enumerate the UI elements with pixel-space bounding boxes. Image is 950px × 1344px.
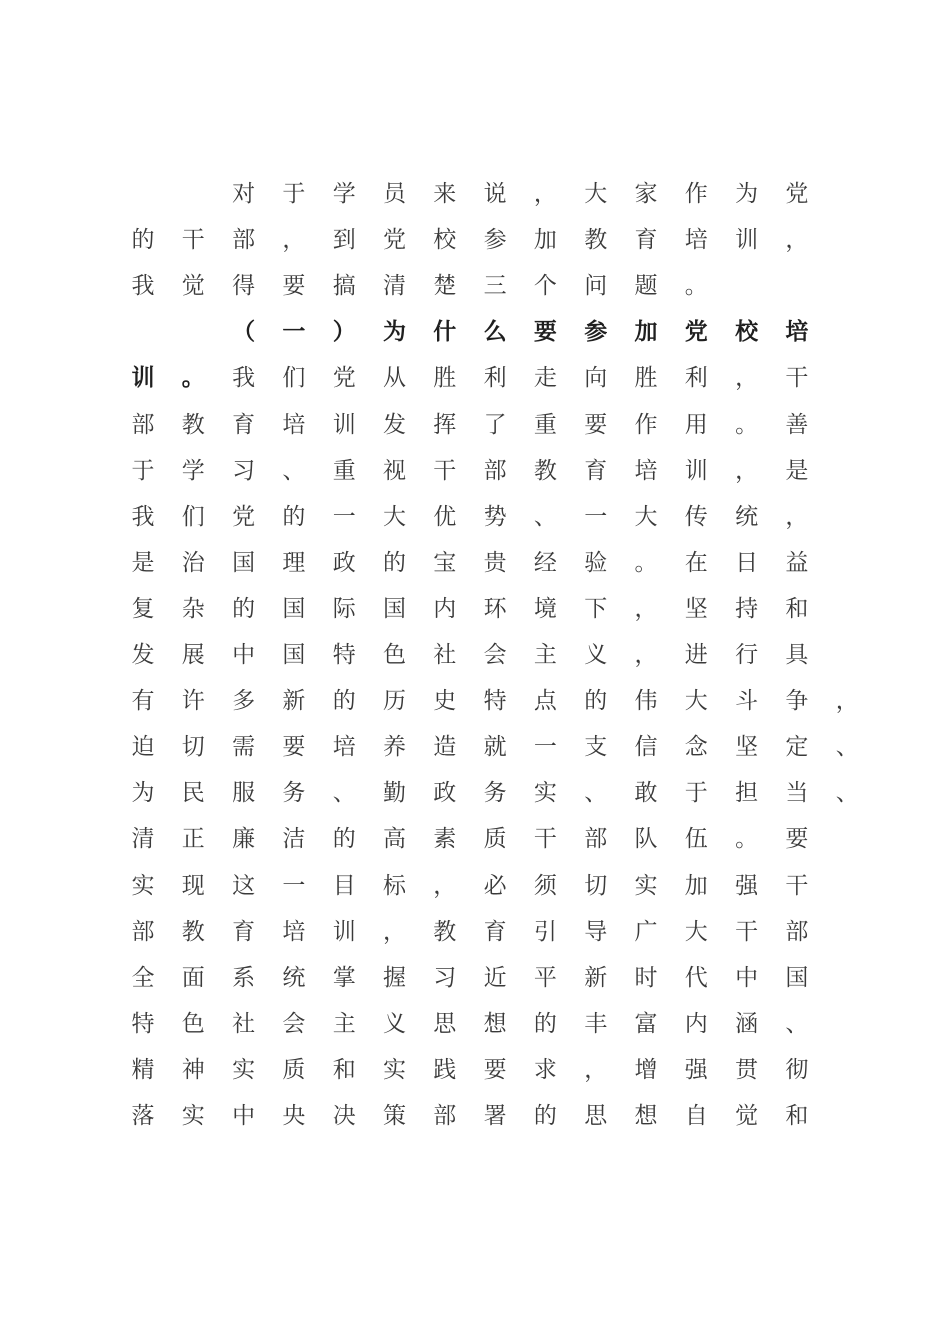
text-char: 传 <box>684 503 708 530</box>
text-char: 党 <box>785 181 809 207</box>
text-char: 策 <box>383 1103 406 1129</box>
text-char: 培 <box>785 318 809 346</box>
text-char: 育 <box>634 227 658 254</box>
text-char: 队 <box>634 826 658 853</box>
text-char: 参 <box>584 318 608 346</box>
text-char: 优 <box>433 503 457 530</box>
text-char: 善 <box>785 411 809 438</box>
text-char: 加 <box>533 227 557 254</box>
text-char: 的 <box>332 826 356 853</box>
text-char: 发 <box>131 642 155 668</box>
text-char: 洁 <box>282 826 306 853</box>
text-char: 校 <box>735 318 759 346</box>
text-char: 的 <box>383 549 406 576</box>
text-char: 党 <box>383 227 406 254</box>
text-char: ， <box>735 457 759 484</box>
text-char: 要 <box>282 734 306 761</box>
text-char: 干 <box>433 457 457 484</box>
text-char: 清 <box>131 826 155 853</box>
text-char: 实 <box>181 1103 205 1129</box>
text-char: 新 <box>282 688 306 715</box>
text-char: 培 <box>282 918 306 945</box>
text-char: 社 <box>232 1010 256 1037</box>
text-char: 思 <box>433 1010 457 1037</box>
text-char: 实 <box>533 780 557 807</box>
text-char: 涵 <box>735 1010 759 1037</box>
text-char: 一 <box>533 734 557 761</box>
text-char: 实 <box>634 872 658 899</box>
text-char: 握 <box>383 964 406 991</box>
text-char: ， <box>383 918 406 945</box>
text-char: 决 <box>332 1103 356 1129</box>
text-char: 精 <box>131 1056 155 1083</box>
text-char: 造 <box>433 734 457 761</box>
text-char: 彻 <box>785 1056 809 1083</box>
text-char: 验 <box>584 549 608 576</box>
text-char: 近 <box>483 964 507 991</box>
text-char: 参 <box>483 227 507 254</box>
text-char: 国 <box>383 595 406 622</box>
text-char: 特 <box>131 1010 155 1037</box>
text-char: 一 <box>282 318 306 346</box>
text-char: 主 <box>332 1010 356 1037</box>
text-char: 楚 <box>433 273 457 300</box>
text-char: 校 <box>433 227 457 254</box>
text-char: 的 <box>584 688 608 715</box>
text-char: 的 <box>332 688 356 715</box>
text-char: 理 <box>282 549 306 576</box>
text-char: ， <box>634 642 658 668</box>
text-char: 大 <box>584 181 608 207</box>
text-char: 内 <box>684 1010 708 1037</box>
text-char: 具 <box>785 642 809 668</box>
text-char: ， <box>584 1056 608 1083</box>
text-char: 培 <box>332 734 356 761</box>
text-char: 要 <box>785 826 809 853</box>
text-char: 作 <box>684 181 708 207</box>
text-char: 什 <box>433 318 457 346</box>
text-char: 作 <box>634 411 658 438</box>
text-char: 习 <box>433 964 457 991</box>
text-char: 搞 <box>332 273 356 300</box>
text-char: 大 <box>684 688 708 715</box>
text-char: 胜 <box>634 365 658 392</box>
text-char: 员 <box>383 181 406 207</box>
text-char: 个 <box>533 273 557 300</box>
text-char: 日 <box>735 549 759 576</box>
text-char: 训 <box>684 457 708 484</box>
text-char: 会 <box>282 1010 306 1037</box>
text-char: 进 <box>684 642 708 668</box>
text-char: 争 <box>785 688 809 715</box>
text-char: 要 <box>533 318 557 346</box>
text-char: 宝 <box>433 549 457 576</box>
text-char: 富 <box>634 1010 658 1037</box>
text-char: 全 <box>131 964 155 991</box>
text-char: 支 <box>584 734 608 761</box>
text-char: 和 <box>332 1056 356 1083</box>
text-char: 、 <box>785 1010 809 1037</box>
text-char: 学 <box>181 457 205 484</box>
text-char: 为 <box>735 181 759 207</box>
text-char: 要 <box>483 1056 507 1083</box>
text-char: 干 <box>785 872 809 899</box>
text-char: 强 <box>735 872 759 899</box>
text-char: 下 <box>584 595 608 622</box>
text-char: 干 <box>735 918 759 945</box>
text-char: 的 <box>533 1010 557 1037</box>
text-char: ， <box>785 227 809 254</box>
text-char: 内 <box>433 595 457 622</box>
text-char: 重 <box>332 457 356 484</box>
text-char: 一 <box>282 872 306 899</box>
text-char: 益 <box>785 549 809 576</box>
text-char: 践 <box>433 1056 457 1083</box>
text-char: ， <box>735 365 759 392</box>
text-char: 主 <box>533 642 557 668</box>
text-char: 培 <box>684 227 708 254</box>
text-char: 色 <box>383 642 406 668</box>
text-char: 加 <box>634 318 658 346</box>
text-char: 来 <box>433 181 457 207</box>
text-char: 我 <box>131 273 155 300</box>
text-char: 家 <box>634 181 658 207</box>
text-char: 养 <box>383 734 406 761</box>
text-char: 贵 <box>483 549 507 576</box>
text-char: 国 <box>282 642 306 668</box>
text-char: 统 <box>282 964 306 991</box>
text-char: 于 <box>684 780 708 807</box>
text-char: 史 <box>433 688 457 715</box>
text-char: ， <box>282 227 306 254</box>
text-char: 政 <box>433 780 457 807</box>
text-char: 色 <box>181 1010 205 1037</box>
text-char: 经 <box>533 549 557 576</box>
text-char: 觉 <box>181 273 205 300</box>
text-char: 现 <box>181 872 205 899</box>
text-char: 中 <box>232 642 256 668</box>
text-char: 用 <box>684 411 708 438</box>
text-char: 是 <box>785 457 809 484</box>
text-char: 走 <box>533 365 557 392</box>
text-char: 治 <box>181 549 205 576</box>
text-char: 署 <box>483 1103 507 1129</box>
text-char: 到 <box>332 227 356 254</box>
text-char: ， <box>835 688 859 715</box>
text-char: 敢 <box>634 780 658 807</box>
text-char: 、 <box>835 780 859 807</box>
text-char: 行 <box>735 642 759 668</box>
text-char: 、 <box>282 457 306 484</box>
text-char: 问 <box>584 273 608 300</box>
text-char: 得 <box>232 273 256 300</box>
text-char: 教 <box>584 227 608 254</box>
text-char: 教 <box>433 918 457 945</box>
text-char: 点 <box>533 688 557 715</box>
text-char: 必 <box>483 872 507 899</box>
text-char: 质 <box>282 1056 306 1083</box>
text-char: 义 <box>584 642 608 668</box>
text-char: 思 <box>584 1103 608 1129</box>
text-char: 求 <box>533 1056 557 1083</box>
text-char: 大 <box>634 503 658 530</box>
text-char: 社 <box>433 642 457 668</box>
text-char: 部 <box>131 918 155 945</box>
text-char: 。 <box>684 273 708 300</box>
text-char: 坚 <box>735 734 759 761</box>
text-char: 想 <box>483 1010 507 1037</box>
text-char: 迫 <box>131 734 155 761</box>
text-char: 贯 <box>735 1056 759 1083</box>
text-char: 部 <box>131 411 155 438</box>
text-char: 干 <box>533 826 557 853</box>
text-char: 和 <box>785 595 809 622</box>
text-char: 对 <box>232 181 256 207</box>
text-char: 教 <box>533 457 557 484</box>
text-char: 党 <box>684 318 708 346</box>
text-char: 么 <box>483 318 507 346</box>
text-char: 中 <box>232 1103 256 1129</box>
text-char: 会 <box>483 642 507 668</box>
text-char: 、 <box>533 503 557 530</box>
text-char: 。 <box>735 411 759 438</box>
text-char: 增 <box>634 1056 658 1083</box>
text-char: 央 <box>282 1103 306 1129</box>
text-char: 三 <box>483 273 507 300</box>
text-char: 际 <box>332 595 356 622</box>
text-char: 部 <box>433 1103 457 1129</box>
text-char: 、 <box>584 780 608 807</box>
text-char: 加 <box>684 872 708 899</box>
text-char: 为 <box>131 780 155 807</box>
text-char: 多 <box>232 688 256 715</box>
text-char: 了 <box>483 411 507 438</box>
text-char: 落 <box>131 1103 155 1129</box>
text-char: ， <box>533 181 557 207</box>
text-char: 和 <box>785 1103 809 1129</box>
text-char: 丰 <box>584 1010 608 1037</box>
text-char: 为 <box>383 318 406 346</box>
text-char: 高 <box>383 826 406 853</box>
text-char: 神 <box>181 1056 205 1083</box>
text-char: 训 <box>131 364 155 392</box>
text-char: 育 <box>584 457 608 484</box>
text-char: 国 <box>232 549 256 576</box>
text-char: 复 <box>131 595 155 622</box>
text-char: 中 <box>735 964 759 991</box>
text-char: 需 <box>232 734 256 761</box>
text-char: 视 <box>383 457 406 484</box>
text-char: 伍 <box>684 826 708 853</box>
text-char: 学 <box>332 181 356 207</box>
text-char: 导 <box>584 918 608 945</box>
text-char: 训 <box>735 227 759 254</box>
text-char: 坚 <box>684 595 708 622</box>
text-char: 培 <box>634 457 658 484</box>
text-char: 历 <box>383 688 406 715</box>
text-char: 环 <box>483 595 507 622</box>
text-char: 一 <box>584 503 608 530</box>
text-char: 切 <box>181 734 205 761</box>
text-char: 部 <box>785 918 809 945</box>
text-char: 就 <box>483 734 507 761</box>
text-char: 大 <box>383 503 406 530</box>
text-char: 党 <box>332 365 356 392</box>
text-char: 题 <box>634 273 658 300</box>
text-char: 训 <box>332 411 356 438</box>
text-char: 伟 <box>634 688 658 715</box>
text-char: ， <box>634 595 658 622</box>
text-char: 、 <box>332 780 356 807</box>
text-char: 素 <box>433 826 457 853</box>
text-char: ， <box>433 872 457 899</box>
text-char: 在 <box>684 549 708 576</box>
text-char: 境 <box>533 595 557 622</box>
text-char: 部 <box>483 457 507 484</box>
text-char: ） <box>332 318 356 346</box>
text-char: 部 <box>232 227 256 254</box>
text-char: 一 <box>332 503 356 530</box>
text-char: 们 <box>181 503 205 530</box>
text-char: 掌 <box>332 964 356 991</box>
text-char: 是 <box>131 549 155 576</box>
text-char: 须 <box>533 872 557 899</box>
text-char: 特 <box>483 688 507 715</box>
text-char: 持 <box>735 595 759 622</box>
text-char: 这 <box>232 872 256 899</box>
text-char: 清 <box>383 273 406 300</box>
text-char: 、 <box>835 734 859 761</box>
text-char: 许 <box>181 688 205 715</box>
text-char: 自 <box>684 1103 708 1129</box>
text-char: 广 <box>634 918 658 945</box>
text-char: 利 <box>684 365 708 392</box>
text-char: 国 <box>785 964 809 991</box>
text-char: ， <box>785 503 809 530</box>
text-char: 民 <box>181 780 205 807</box>
text-char: 干 <box>785 365 809 392</box>
text-char: 育 <box>232 411 256 438</box>
text-char: 部 <box>584 826 608 853</box>
text-char: 重 <box>533 411 557 438</box>
text-char: 教 <box>181 411 205 438</box>
text-char: 勤 <box>383 780 406 807</box>
text-char: 念 <box>684 734 708 761</box>
text-char: 廉 <box>232 826 256 853</box>
text-char: 培 <box>282 411 306 438</box>
text-char: 义 <box>383 1010 406 1037</box>
text-char: 于 <box>131 457 155 484</box>
text-char: 干 <box>181 227 205 254</box>
text-char: 训 <box>332 918 356 945</box>
text-char: 面 <box>181 964 205 991</box>
text-char: 引 <box>533 918 557 945</box>
text-char: 党 <box>232 503 256 530</box>
text-char: 想 <box>634 1103 658 1129</box>
text-char: 。 <box>735 826 759 853</box>
text-char: 目 <box>332 872 356 899</box>
text-char: 要 <box>282 273 306 300</box>
text-char: 教 <box>181 918 205 945</box>
text-char: 实 <box>131 872 155 899</box>
text-char: 说 <box>483 181 507 207</box>
text-char: 的 <box>131 227 155 254</box>
text-char: 的 <box>533 1103 557 1129</box>
text-char: 时 <box>634 964 658 991</box>
text-char: 切 <box>584 872 608 899</box>
text-char: 平 <box>533 964 557 991</box>
text-char: 新 <box>584 964 608 991</box>
text-char: 的 <box>232 595 256 622</box>
text-char: 标 <box>383 872 406 899</box>
text-char: 向 <box>584 365 608 392</box>
text-char: 育 <box>232 918 256 945</box>
text-char: 务 <box>282 780 306 807</box>
text-char: 习 <box>232 457 256 484</box>
text-char: 展 <box>181 642 205 668</box>
text-char: 们 <box>282 365 306 392</box>
text-char: 于 <box>282 181 306 207</box>
text-char: 正 <box>181 826 205 853</box>
text-char: 信 <box>634 734 658 761</box>
text-char: 我 <box>232 365 256 392</box>
text-char: 国 <box>282 595 306 622</box>
text-char: 代 <box>684 964 708 991</box>
text-char: 要 <box>584 411 608 438</box>
text-char: 杂 <box>181 595 205 622</box>
text-char: 质 <box>483 826 507 853</box>
text-char: 大 <box>684 918 708 945</box>
text-char: 服 <box>232 780 256 807</box>
text-char: （ <box>232 318 256 346</box>
text-char: 。 <box>634 549 658 576</box>
text-char: 从 <box>383 365 406 392</box>
text-char: 挥 <box>433 411 457 438</box>
text-char: 的 <box>282 503 306 530</box>
text-char: 利 <box>483 365 507 392</box>
text-char: 实 <box>232 1056 256 1083</box>
text-char: 当 <box>785 780 809 807</box>
text-char: 系 <box>232 964 256 991</box>
text-char: 实 <box>383 1056 406 1083</box>
text-char: 觉 <box>735 1103 759 1129</box>
text-char: 我 <box>131 503 155 530</box>
text-char: 定 <box>785 734 809 761</box>
text-char: 担 <box>735 780 759 807</box>
text-char: 育 <box>483 918 507 945</box>
text-char: 斗 <box>735 688 759 715</box>
text-char: 势 <box>483 503 507 530</box>
text-char: 强 <box>684 1056 708 1083</box>
text-char: 特 <box>332 642 356 668</box>
text-char: 统 <box>735 503 759 530</box>
text-char: 政 <box>332 549 356 576</box>
text-char: 有 <box>131 688 155 715</box>
text-char: 。 <box>181 364 205 392</box>
text-char: 发 <box>383 411 406 438</box>
text-char: 务 <box>483 780 507 807</box>
text-char: 胜 <box>433 365 457 392</box>
